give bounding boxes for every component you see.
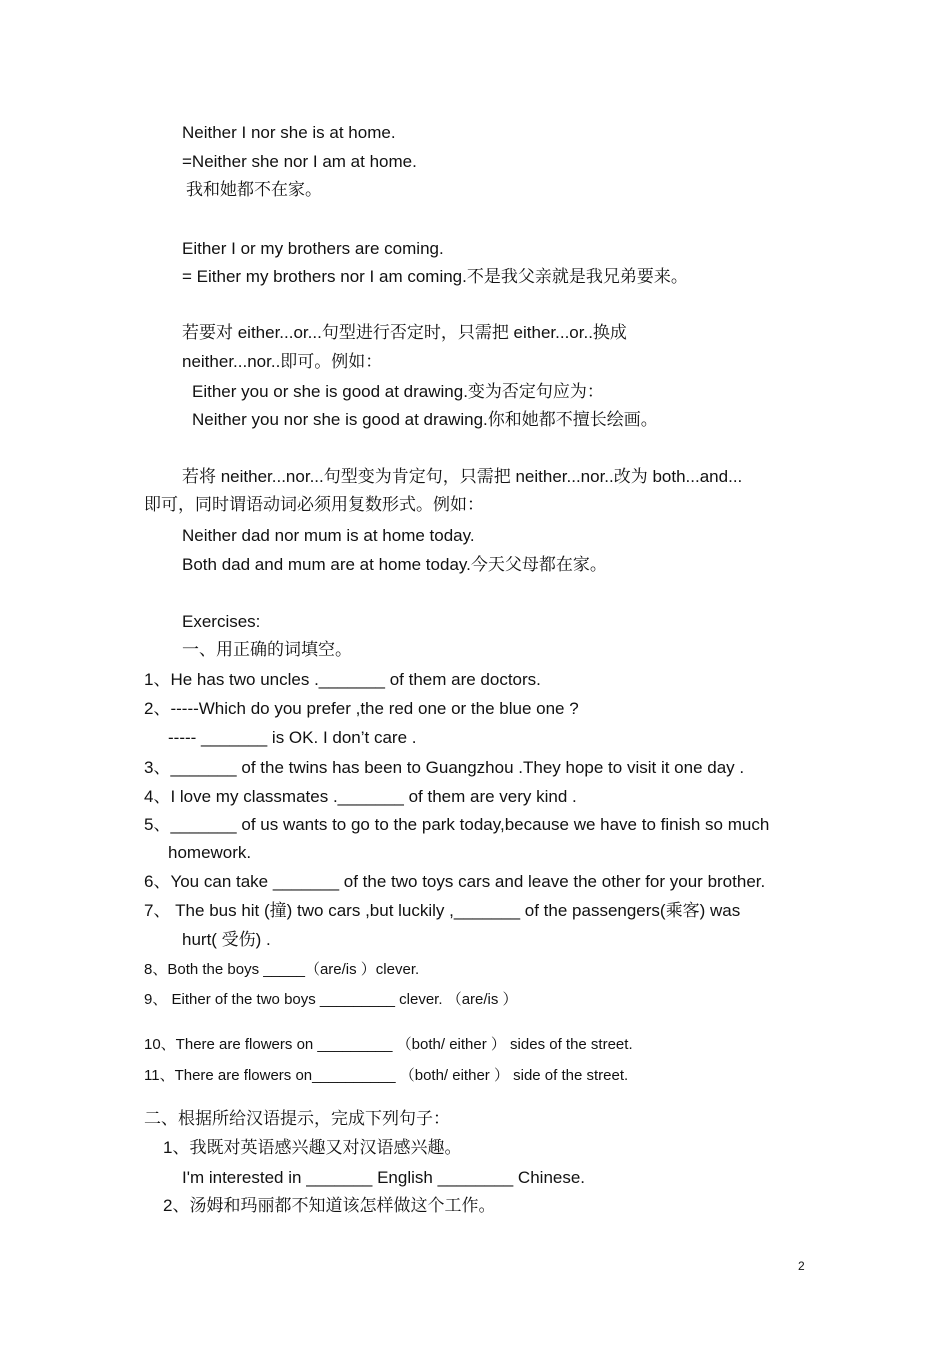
exercise-item: 8、Both the boys _____（are/is ）clever.	[144, 961, 420, 978]
exercise-item: 10、There are flowers on _________ （both/ either ） sides of the street.	[144, 1036, 633, 1053]
exercise-item: hurt( 受伤) .	[182, 930, 271, 949]
exercise-item: 1、我既对英语感兴趣又对汉语感兴趣。	[163, 1138, 462, 1157]
exercise-item: 3、_______ of the twins has been to Guangzhou .They hope to visit it one day .	[144, 758, 745, 777]
exercise-item: homework.	[168, 843, 252, 862]
exercise-item: 5、_______ of us wants to go to the park today,because we have to finish so much	[144, 815, 770, 834]
exercise-item: I'm interested in _______ English ________ Chinese.	[182, 1168, 586, 1187]
text-line: Both dad and mum are at home today.今天父母都在家。	[182, 555, 607, 574]
text-line: 若将 neither...nor...句型变为肯定句，只需把 neither...nor..改为 both...and...	[182, 467, 743, 486]
exercise-item: 6、You can take _______ of the two toys cars and leave the other for your brother.	[144, 872, 766, 891]
exercise-item: ----- _______ is OK. I don’t care .	[168, 728, 417, 747]
text-line: Neither dad nor mum is at home today.	[182, 526, 475, 545]
page-number: 2	[798, 1259, 805, 1273]
exercises-heading: Exercises:	[182, 612, 261, 631]
exercise-item: 7、 The bus hit (撞) two cars ,but luckily ,_______ of the passengers(乘客) was	[144, 901, 741, 920]
text-line: =Neither she nor I am at home.	[182, 152, 417, 171]
section-heading: 一、用正确的词填空。	[182, 640, 352, 659]
text-line: Neither I nor she is at home.	[182, 123, 396, 142]
text-line: = Either my brothers nor I am coming.不是我父亲就是我兄弟要来。	[182, 267, 688, 286]
exercise-item: 2、-----Which do you prefer ,the red one or the blue one ?	[144, 699, 579, 718]
text-line: neither...nor..即可。例如：	[182, 352, 383, 371]
text-line: Either you or she is good at drawing.变为否定句应为：	[192, 382, 604, 401]
exercise-item: 2、汤姆和玛丽都不知道该怎样做这个工作。	[163, 1196, 496, 1215]
text-line: 若要对 either...or...句型进行否定时，只需把 either...or..换成	[182, 323, 627, 342]
text-line: 即可，同时谓语动词必须用复数形式。例如：	[144, 495, 484, 514]
exercise-item: 9、 Either of the two boys _________ clever. （are/is ）	[144, 991, 518, 1008]
text-line: Neither you nor she is good at drawing.你和她都不擅长绘画。	[192, 410, 658, 429]
section-heading: 二、根据所给汉语提示，完成下列句子：	[144, 1109, 450, 1128]
exercise-item: 4、I love my classmates ._______ of them are very kind .	[144, 787, 577, 806]
text-line: Either I or my brothers are coming.	[182, 239, 444, 258]
text-line: 我和她都不在家。	[186, 180, 322, 199]
exercise-item: 1、He has two uncles ._______ of them are doctors.	[144, 670, 541, 689]
exercise-item: 11、There are flowers on__________ （both/ either ） side of the street.	[144, 1067, 629, 1084]
